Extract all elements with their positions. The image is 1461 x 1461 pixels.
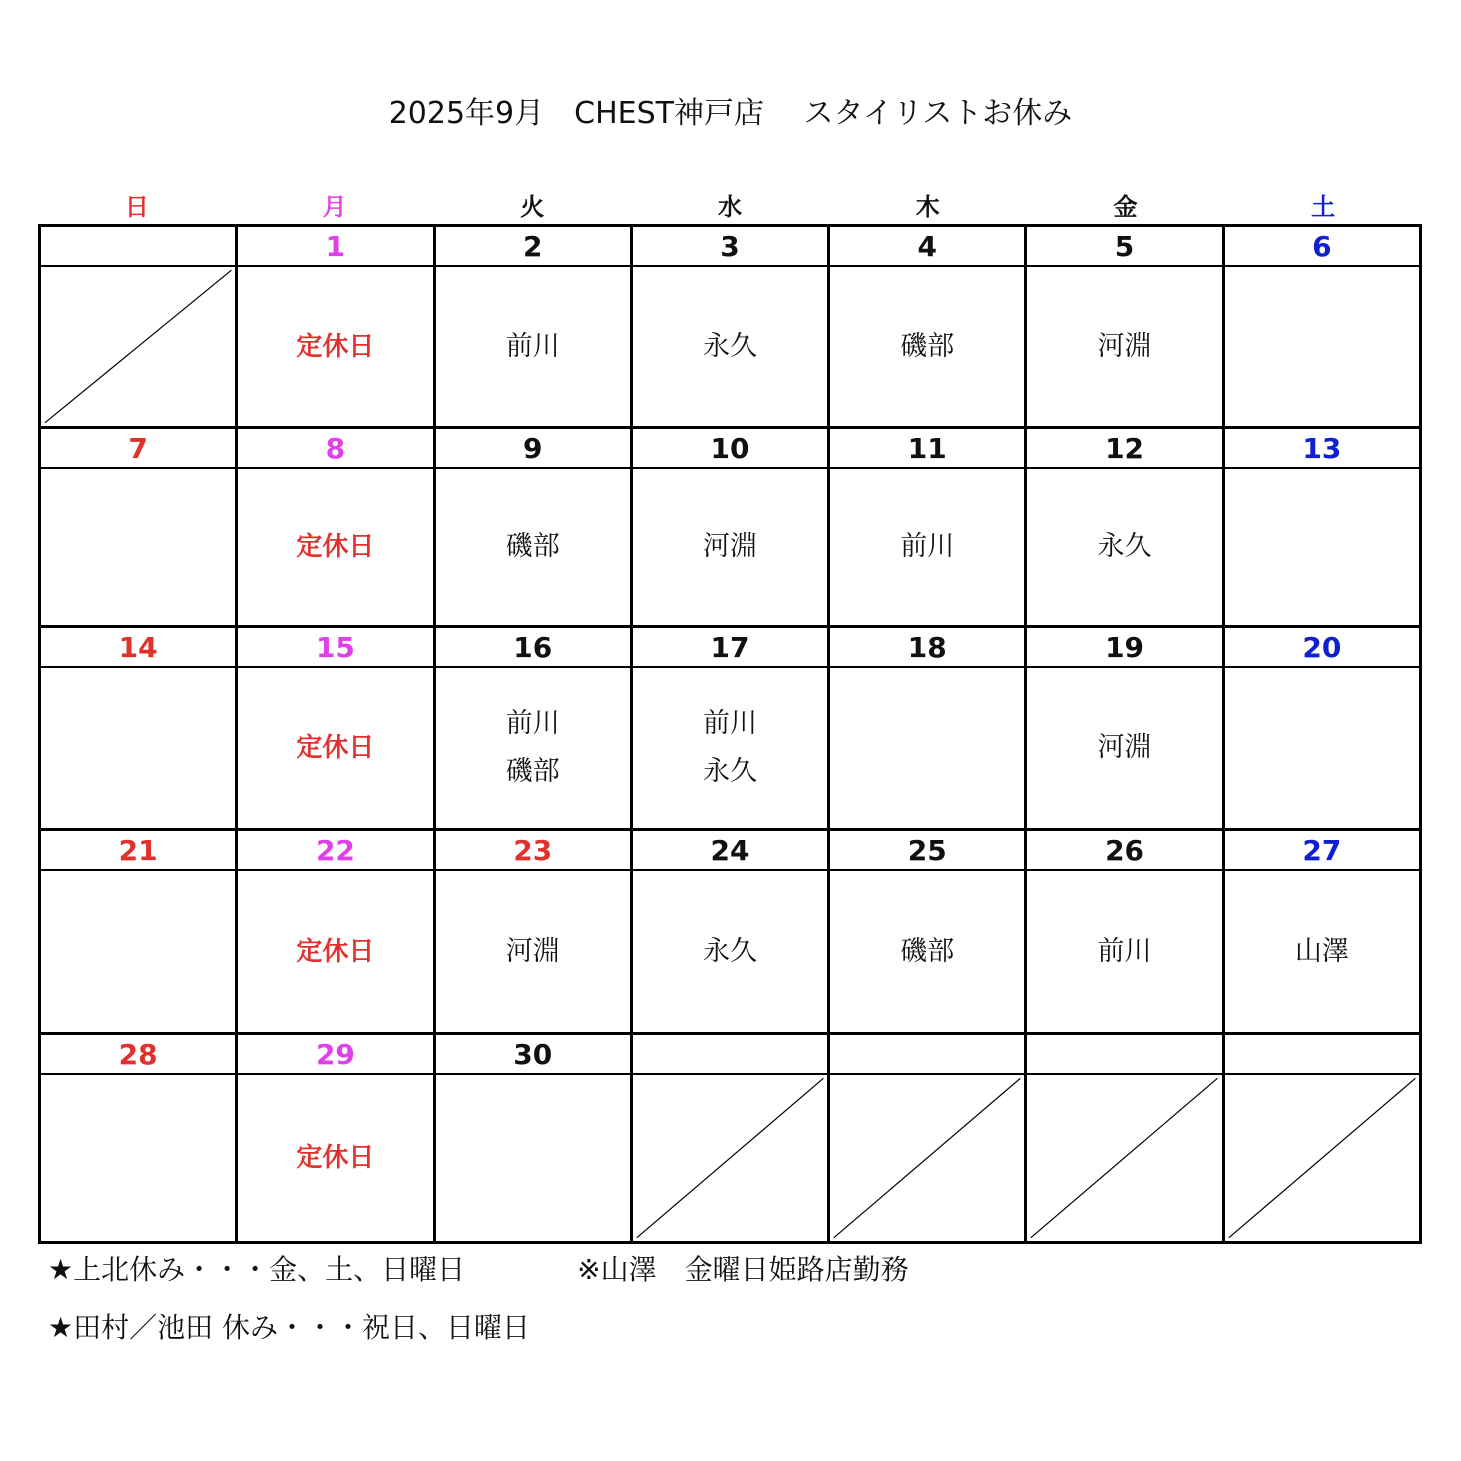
calendar-day-cell <box>1222 227 1419 426</box>
stylist-off-name: 永久 <box>702 330 757 362</box>
day-number: 18 <box>830 628 1024 668</box>
calendar-day-cell <box>41 1035 235 1241</box>
calendar-day-cell <box>630 628 827 828</box>
day-number <box>1225 1035 1419 1075</box>
closed-day-label: 定休日 <box>296 733 375 763</box>
day-number: 20 <box>1225 628 1419 668</box>
day-content <box>238 668 432 828</box>
day-content <box>1225 267 1419 426</box>
weekday-sat: 土 <box>1311 193 1336 221</box>
day-content <box>830 871 1024 1032</box>
day-number: 12 <box>1027 429 1221 469</box>
day-number: 26 <box>1027 831 1221 871</box>
slash-line <box>637 1078 824 1237</box>
calendar-day-cell <box>235 628 432 828</box>
calendar-day-cell <box>235 831 432 1032</box>
stylist-off-name: 前川 <box>900 531 955 562</box>
stylist-off-name: 永久 <box>1097 531 1152 562</box>
day-content <box>830 267 1024 426</box>
calendar-day-cell <box>1024 429 1221 625</box>
day-content <box>436 871 630 1032</box>
calendar-empty-cell <box>1222 1035 1419 1241</box>
calendar-week <box>41 1032 1419 1241</box>
day-number: 11 <box>830 429 1024 469</box>
empty-day-slash <box>633 1075 827 1241</box>
calendar-day-cell <box>1222 831 1419 1032</box>
day-content <box>1027 871 1221 1032</box>
weekday-sun: 日 <box>124 193 149 221</box>
calendar-week <box>41 625 1419 828</box>
day-number <box>633 1035 827 1075</box>
weekday-thu: 木 <box>915 193 940 221</box>
calendar-day-cell <box>235 227 432 426</box>
calendar-day-cell <box>827 628 1024 828</box>
calendar-day-cell <box>827 227 1024 426</box>
calendar-week <box>41 426 1419 625</box>
day-content <box>436 469 630 625</box>
weekday-wed: 水 <box>718 193 743 221</box>
day-content <box>436 267 630 426</box>
closed-day-label: 定休日 <box>296 936 375 967</box>
calendar-day-cell <box>235 1035 432 1241</box>
slash-line <box>1031 1078 1218 1237</box>
calendar-day-cell <box>433 1035 630 1241</box>
calendar-day-cell <box>630 831 827 1032</box>
weekday-header <box>38 190 1422 224</box>
day-number: 3 <box>633 227 827 267</box>
day-number: 29 <box>238 1035 432 1075</box>
closed-day-label: 定休日 <box>296 1143 375 1173</box>
page-title: 2025年9月 CHEST神戸店 スタイリストお休み <box>388 96 1073 131</box>
day-content <box>436 668 630 828</box>
stylist-off-name: 永久 <box>702 935 757 967</box>
day-number: 22 <box>238 831 432 871</box>
day-number: 14 <box>41 628 235 668</box>
day-content <box>830 668 1024 828</box>
day-content <box>633 871 827 1032</box>
slash-line <box>45 270 232 423</box>
day-content <box>41 1075 235 1241</box>
day-number: 30 <box>436 1035 630 1075</box>
empty-day-slash <box>41 267 235 426</box>
day-number: 19 <box>1027 628 1221 668</box>
calendar-day-cell <box>41 831 235 1032</box>
stylist-off-name: 前川 <box>505 708 560 739</box>
stylist-off-name: 前川 <box>505 330 560 362</box>
slash-line <box>1229 1078 1416 1237</box>
day-number <box>41 227 235 267</box>
stylist-off-name: 磯部 <box>505 756 560 787</box>
day-number: 25 <box>830 831 1024 871</box>
day-content <box>1225 469 1419 625</box>
calendar-grid <box>38 224 1422 1244</box>
day-number <box>830 1035 1024 1075</box>
day-number: 23 <box>436 831 630 871</box>
calendar-week <box>41 828 1419 1032</box>
calendar-day-cell <box>827 429 1024 625</box>
day-number: 13 <box>1225 429 1419 469</box>
calendar-day-cell <box>433 429 630 625</box>
calendar-day-cell <box>1222 429 1419 625</box>
day-number: 7 <box>41 429 235 469</box>
closed-day-label: 定休日 <box>296 532 375 562</box>
day-content <box>1225 871 1419 1032</box>
day-content <box>238 469 432 625</box>
calendar-empty-cell <box>630 1035 827 1241</box>
calendar-day-cell <box>235 429 432 625</box>
calendar-day-cell <box>630 429 827 625</box>
note-2: ★田村／池田 休み・・・祝日、日曜日 <box>48 1311 531 1344</box>
day-content <box>1027 1075 1221 1241</box>
note-1: ★上北休み・・・金、土、日曜日 ※山澤 金曜日姫路店勤務 <box>48 1253 909 1286</box>
day-content <box>41 871 235 1032</box>
empty-day-slash <box>1225 1075 1419 1241</box>
calendar-day-cell <box>41 628 235 828</box>
calendar-empty-cell <box>1024 1035 1221 1241</box>
day-content <box>41 668 235 828</box>
stylist-off-name: 磯部 <box>900 330 955 362</box>
day-number: 2 <box>436 227 630 267</box>
day-number: 10 <box>633 429 827 469</box>
day-number: 1 <box>238 227 432 267</box>
day-number: 24 <box>633 831 827 871</box>
stylist-off-name: 前川 <box>1097 935 1152 967</box>
day-content <box>633 267 827 426</box>
stylist-off-name: 河淵 <box>505 935 560 967</box>
day-content <box>41 469 235 625</box>
empty-day-slash <box>830 1075 1024 1241</box>
day-content <box>633 668 827 828</box>
calendar-day-cell <box>1024 628 1221 828</box>
day-content <box>830 469 1024 625</box>
calendar-day-cell <box>1222 628 1419 828</box>
day-content <box>238 1075 432 1241</box>
stylist-off-name: 前川 <box>702 708 757 739</box>
closed-day-label: 定休日 <box>296 331 375 362</box>
calendar-day-cell <box>433 628 630 828</box>
day-number: 8 <box>238 429 432 469</box>
day-number: 21 <box>41 831 235 871</box>
calendar-week <box>41 227 1419 426</box>
day-content <box>1027 469 1221 625</box>
day-content <box>830 1075 1024 1241</box>
calendar-day-cell <box>630 227 827 426</box>
day-content <box>633 1075 827 1241</box>
day-number: 17 <box>633 628 827 668</box>
day-content <box>1225 1075 1419 1241</box>
day-number: 16 <box>436 628 630 668</box>
day-number: 28 <box>41 1035 235 1075</box>
day-number <box>1027 1035 1221 1075</box>
calendar-day-cell <box>1024 227 1221 426</box>
stylist-off-name: 河淵 <box>702 531 757 562</box>
calendar-day-cell <box>433 227 630 426</box>
day-content <box>436 1075 630 1241</box>
calendar-day-cell <box>41 429 235 625</box>
day-number: 27 <box>1225 831 1419 871</box>
day-number: 5 <box>1027 227 1221 267</box>
day-content <box>1225 668 1419 828</box>
calendar-day-cell <box>827 831 1024 1032</box>
weekday-mon: 月 <box>322 193 347 221</box>
calendar-day-cell <box>1024 831 1221 1032</box>
stylist-off-name: 永久 <box>702 756 757 787</box>
day-number: 6 <box>1225 227 1419 267</box>
calendar-day-cell <box>433 831 630 1032</box>
weekday-tue: 火 <box>520 193 545 221</box>
stylist-off-name: 山澤 <box>1294 935 1349 967</box>
empty-day-slash <box>1027 1075 1221 1241</box>
day-number: 15 <box>238 628 432 668</box>
stylist-off-name: 河淵 <box>1097 732 1152 763</box>
day-content <box>238 267 432 426</box>
stylist-off-name: 磯部 <box>505 531 560 562</box>
stylist-off-name: 河淵 <box>1097 330 1152 362</box>
day-content <box>1027 668 1221 828</box>
weekday-fri: 金 <box>1113 193 1138 221</box>
day-content <box>41 267 235 426</box>
calendar-empty-cell <box>41 227 235 426</box>
stylist-off-name: 磯部 <box>900 935 955 967</box>
day-content <box>1027 267 1221 426</box>
calendar-empty-cell <box>827 1035 1024 1241</box>
day-number: 4 <box>830 227 1024 267</box>
day-content <box>238 871 432 1032</box>
slash-line <box>834 1078 1021 1237</box>
day-content <box>633 469 827 625</box>
day-number: 9 <box>436 429 630 469</box>
